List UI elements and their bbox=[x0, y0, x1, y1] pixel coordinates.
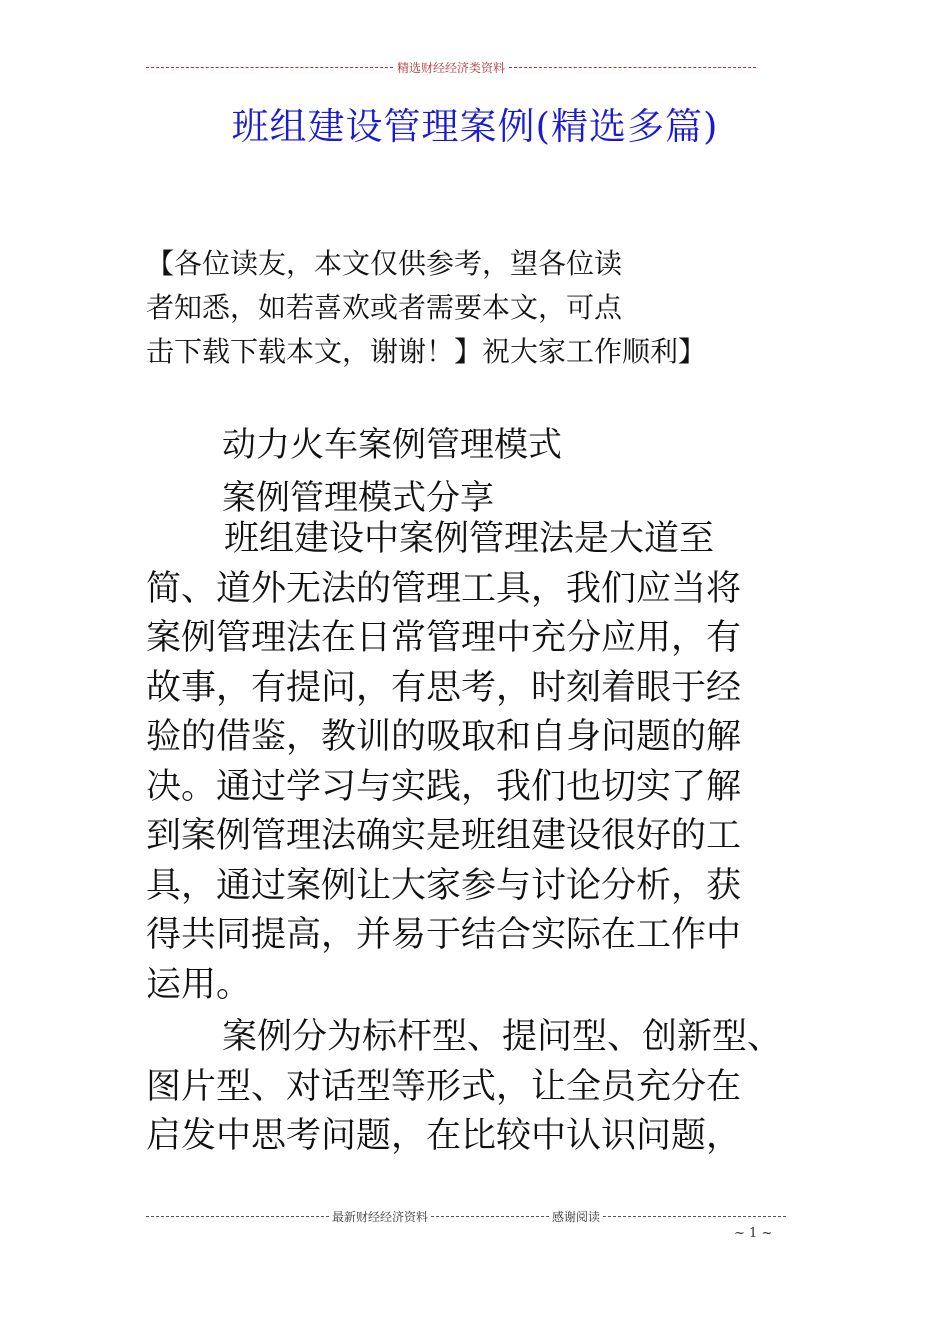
header-dash-right bbox=[509, 67, 756, 68]
footer-dash-left bbox=[146, 1216, 329, 1217]
paragraph-line: 决。通过学习与实践，我们也切实了解 bbox=[146, 766, 742, 807]
subheading: 动力火车案例管理模式 bbox=[222, 425, 562, 465]
footer-dash-middle bbox=[431, 1216, 549, 1217]
page-header bbox=[146, 57, 756, 77]
paragraph-line: 到案例管理法确实是班组建设很好的工 bbox=[146, 816, 742, 856]
paragraph-line: 得共同提高，并易于结合实际在工作中 bbox=[146, 915, 742, 955]
document-title: 班组建设管理案例(精选多篇) bbox=[231, 105, 719, 148]
paragraph-line: 运用。 bbox=[146, 964, 252, 1005]
paragraph-line: 案例分为标杆型、提问型、创新型、 bbox=[222, 1017, 783, 1057]
paragraph-line: 案例管理法在日常管理中充分应用，有 bbox=[146, 618, 742, 658]
page-footer bbox=[146, 1206, 786, 1226]
paragraph-line: 启发中思考问题，在比较中认识问题， bbox=[146, 1116, 742, 1156]
paragraph-line: 故事，有提问，有思考，时刻着眼于经 bbox=[146, 667, 742, 708]
paragraph-line: 图片型、对话型等形式，让全员充分在 bbox=[146, 1066, 742, 1107]
notice-line: 击下载下载本文，谢谢！】祝大家工作顺利】 bbox=[146, 335, 707, 368]
notice-line: 【各位读友，本文仅供参考，望各位读 bbox=[146, 247, 623, 280]
footer-left-text: 最新财经经济资料 bbox=[331, 1209, 428, 1224]
notice-line: 者知悉，如若喜欢或者需要本文，可点 bbox=[146, 291, 623, 324]
header-dash-left bbox=[146, 67, 393, 68]
footer-dash-right bbox=[603, 1216, 786, 1217]
header-text: 精选财经经济类资料 bbox=[397, 60, 506, 75]
subheading: 案例管理模式分享 bbox=[222, 478, 494, 518]
body-paragraph bbox=[146, 515, 826, 1010]
paragraph-line: 验的借鉴，教训的吸取和自身问题的解 bbox=[146, 717, 742, 757]
footer-right-text: 感谢阅读 bbox=[552, 1209, 601, 1224]
paragraph-line: 简、道外无法的管理工具，我们应当将 bbox=[146, 568, 742, 609]
reader-notice bbox=[146, 242, 786, 374]
page-number: ~ 1 ~ bbox=[734, 1226, 773, 1241]
paragraph-line: 具，通过案例让大家参与讨论分析，获 bbox=[146, 865, 742, 906]
body-paragraph bbox=[146, 1013, 826, 1162]
paragraph-line: 班组建设中案例管理法是大道至 bbox=[224, 519, 715, 559]
